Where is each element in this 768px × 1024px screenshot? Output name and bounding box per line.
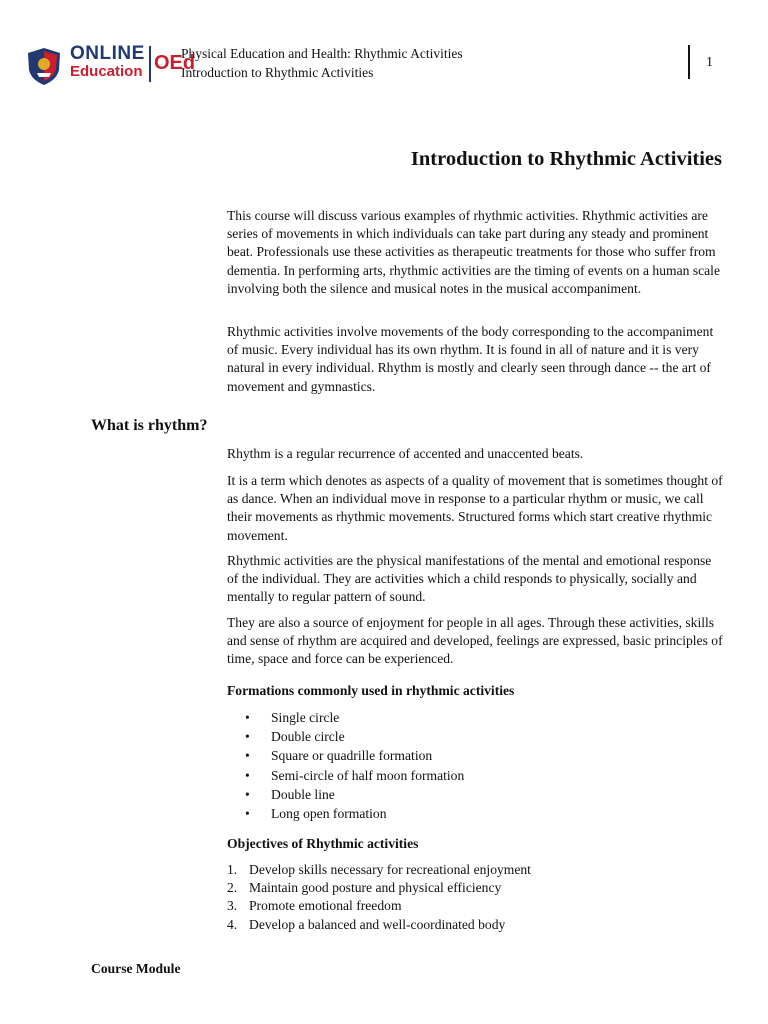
logo-education-text: Education	[70, 63, 143, 80]
online-education-logo	[24, 43, 196, 86]
formation-label: Single circle	[271, 710, 340, 725]
list-item	[245, 746, 464, 765]
objectives-heading: Objectives of Rhythmic activities	[227, 836, 419, 851]
objective-label: Develop a balanced and well-coordinated body	[249, 916, 506, 932]
logo-oed-text: OEd	[154, 52, 196, 74]
header-course-title: Physical Education and Health: Rhythmic Activities	[181, 46, 463, 61]
document-title: Introduction to Rhythmic Activities	[410, 148, 722, 170]
list-item	[245, 804, 464, 823]
bullet-icon: •	[245, 786, 250, 802]
bullet-icon: •	[245, 710, 250, 725]
objective-label: Promote emotional freedom	[249, 898, 402, 914]
list-item	[245, 785, 464, 804]
list-item	[227, 861, 531, 879]
item-number: 2.	[227, 880, 238, 896]
section-paragraph: It is a term which denotes as aspects of a quality of movement that is sometimes thought of as dance. When an individual move in response to a particular rhythm or music, we call their movements as rhythmic movements. Structured forms which start creative rhythmic movement.	[227, 473, 723, 543]
formation-label: Semi-circle of half moon formation	[271, 767, 465, 783]
formation-label: Square or quadrille formation	[271, 748, 433, 764]
list-item	[227, 897, 531, 915]
list-item	[227, 879, 531, 897]
objective-label: Maintain good posture and physical efficiency	[249, 880, 502, 896]
intro-paragraph: Rhythmic activities involve movements of the body corresponding to the accompaniment of music. Every individual has its own rhythm. It is found in all of nature and it is very natural in every individual. Rhythm is mostly and clearly seen through dance -- the art of movement and gymnastics.	[227, 324, 714, 394]
bullet-icon: •	[245, 748, 250, 764]
course-module-label: Course Module	[91, 961, 181, 976]
section-paragraph: They are also a source of enjoyment for people in all ages. Through these activities, skills and sense of rhythm are acquired and developed, feelings are expressed, basic principles of time, space and force can be experienced.	[227, 615, 723, 667]
item-number: 4.	[227, 916, 238, 932]
section-paragraph: Rhythm is a regular recurrence of accented and unaccented beats.	[227, 446, 584, 461]
intro-paragraph: This course will discuss various examples of rhythmic activities. Rhythmic activities are series of movements in which individuals can take part during any steady and prominent beat. Professionals use these activities as therapeutic treatments for those who suffer from dementia. In performing arts, rhythmic activities are the timing of events on a human scale involving both the silence and musical notes in the musical accompaniment.	[227, 208, 720, 296]
item-number: 3.	[227, 898, 238, 914]
logo-divider	[149, 46, 151, 82]
list-item	[245, 766, 464, 785]
bullet-icon: •	[245, 729, 250, 745]
formations-list	[245, 708, 464, 823]
logo-online-text: ONLINE	[70, 43, 145, 64]
bullet-icon: •	[245, 806, 250, 822]
section-paragraph: Rhythmic activities are the physical manifestations of the mental and emotional response of the individual. They are activities which a child responds to physically, socially and mentally to regular pattern of sound.	[227, 553, 712, 605]
list-item	[245, 708, 464, 727]
header-divider	[688, 45, 690, 79]
objectives-list	[227, 861, 531, 934]
shield-crest-icon	[24, 46, 64, 86]
objective-label: Develop skills necessary for recreational enjoyment	[249, 862, 531, 877]
bullet-icon: •	[245, 767, 250, 783]
item-number: 1.	[227, 862, 238, 877]
formations-heading: Formations commonly used in rhythmic activities	[227, 683, 515, 698]
formation-label: Double circle	[271, 729, 345, 745]
page-number: 1	[706, 55, 713, 70]
formation-label: Long open formation	[271, 806, 387, 822]
list-item	[245, 727, 464, 746]
section-heading: What is rhythm?	[91, 417, 208, 434]
header-topic: Introduction to Rhythmic Activities	[181, 65, 374, 80]
list-item	[227, 916, 531, 934]
formation-label: Double line	[271, 786, 335, 802]
